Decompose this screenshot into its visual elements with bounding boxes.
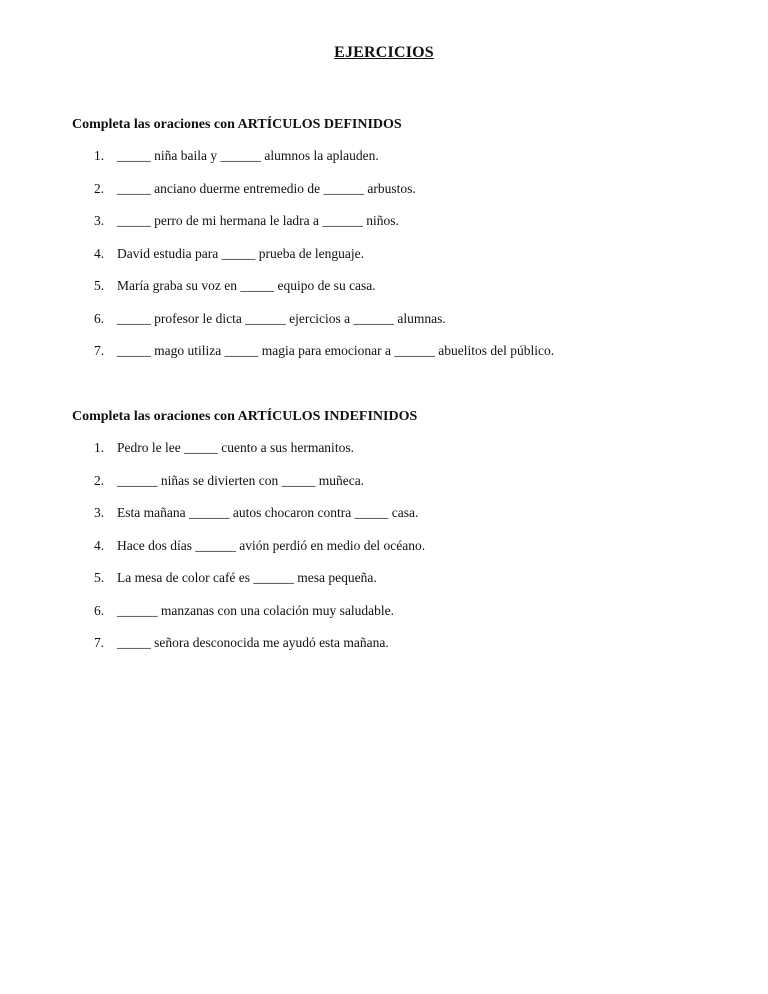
item-number: 4.	[94, 245, 105, 261]
item-number: 2.	[94, 180, 105, 196]
item-text: ______ manzanas con una colación muy saludable.	[117, 602, 395, 618]
item-text: David estudia para _____ prueba de lenguaje.	[117, 245, 365, 261]
list-item	[72, 536, 712, 569]
page-title: EJERCICIOS	[334, 44, 434, 61]
exercise-list	[72, 146, 712, 374]
list-item	[72, 146, 712, 179]
item-number: 6.	[94, 602, 105, 618]
item-number: 6.	[94, 310, 105, 326]
list-item	[72, 309, 712, 342]
item-text: Pedro le lee _____ cuento a sus hermanitos.	[117, 440, 354, 455]
item-number: 7.	[94, 635, 105, 650]
list-item	[72, 244, 712, 277]
item-number: 7.	[94, 343, 105, 358]
item-text: _____ mago utiliza _____ magia para emocionar a ______ abuelitos del público.	[117, 343, 555, 358]
exercise-list	[72, 438, 712, 666]
item-number: 1.	[94, 148, 105, 163]
item-number: 5.	[94, 570, 105, 585]
item-text: ______ niñas se divierten con _____ muñeca.	[117, 472, 365, 488]
list-item	[72, 179, 712, 212]
item-text: _____ niña baila y ______ alumnos la aplauden.	[117, 148, 379, 163]
item-number: 2.	[94, 472, 105, 488]
list-item	[72, 211, 712, 244]
item-number: 3.	[94, 505, 105, 520]
section-heading: Completa las oraciones con ARTÍCULOS DEFINIDOS	[72, 117, 402, 132]
item-number: 4.	[94, 537, 105, 553]
item-text: Esta mañana ______ autos chocaron contra _____ casa.	[117, 505, 419, 520]
list-item	[72, 568, 712, 601]
item-number: 3.	[94, 213, 105, 228]
item-text: _____ anciano duerme entremedio de ______ arbustos.	[117, 180, 416, 196]
list-item	[72, 341, 712, 374]
item-text: _____ señora desconocida me ayudó esta mañana.	[117, 635, 389, 650]
section-indefinite-articles	[72, 407, 712, 666]
section-heading: Completa las oraciones con ARTÍCULOS INDEFINIDOS	[72, 409, 418, 424]
section-definite-articles	[72, 115, 712, 374]
list-item	[72, 601, 712, 634]
item-text: María graba su voz en _____ equipo de su casa.	[117, 278, 376, 293]
list-item	[72, 503, 712, 536]
item-text: Hace dos días ______ avión perdió en medio del océano.	[117, 537, 426, 553]
item-number: 5.	[94, 278, 105, 293]
item-text: _____ perro de mi hermana le ladra a ______ niños.	[117, 213, 399, 228]
list-item	[72, 633, 712, 666]
item-text: _____ profesor le dicta ______ ejercicios a ______ alumnas.	[117, 310, 446, 326]
list-item	[72, 471, 712, 504]
list-item	[72, 438, 712, 471]
list-item	[72, 276, 712, 309]
item-number: 1.	[94, 440, 105, 455]
item-text: La mesa de color café es ______ mesa pequeña.	[117, 570, 377, 585]
